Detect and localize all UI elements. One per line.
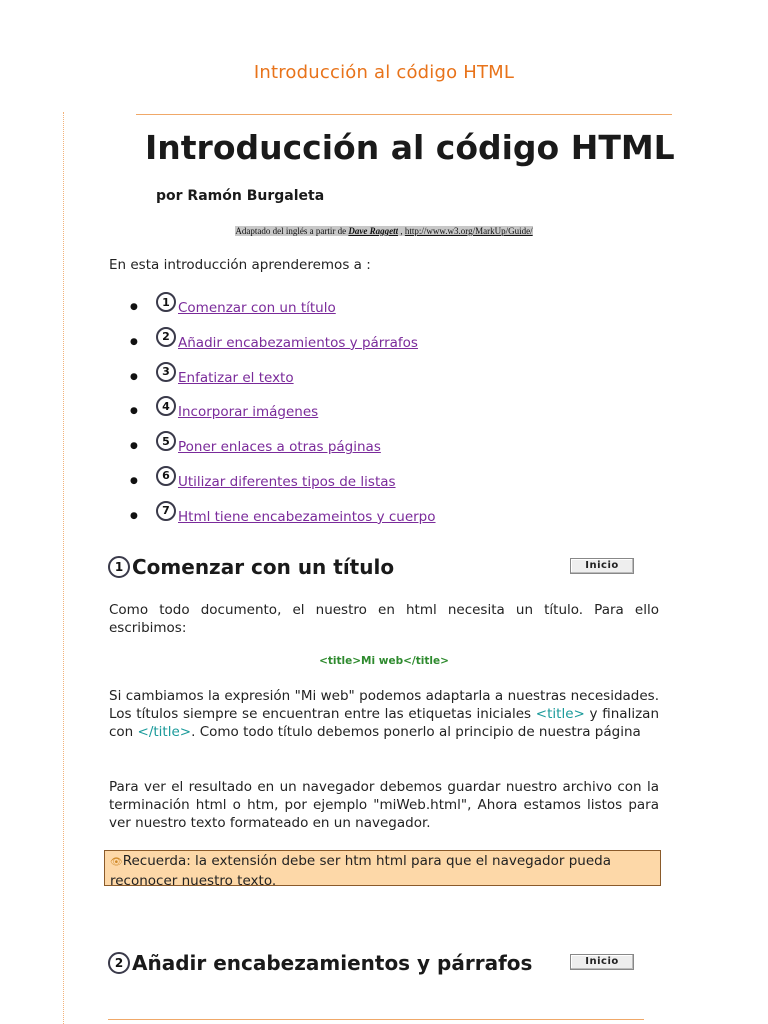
section-heading-1	[108, 555, 394, 579]
bullet-icon: ●	[130, 406, 138, 417]
attribution-line	[0, 226, 768, 236]
toc-item	[130, 394, 436, 429]
toc-link-7[interactable]: Html tiene encabezameintos y cuerpo	[178, 508, 436, 525]
bullet-icon: ●	[130, 475, 138, 486]
toc-link-5[interactable]: Poner enlaces a otras páginas	[178, 439, 381, 456]
attribution-separator: ,	[398, 226, 405, 236]
source-url-link[interactable]: http://www.w3.org/MarkUp/Guide/	[404, 226, 533, 236]
number-circle-icon: 3	[156, 362, 176, 382]
bullet-icon: ●	[130, 336, 138, 347]
number-circle-icon: 1	[108, 556, 130, 578]
inicio-button[interactable]: Inicio	[570, 558, 634, 574]
header-title: Introducción al código HTML	[253, 62, 515, 83]
code-example: <title>Mi web</title>	[319, 655, 449, 667]
eye-icon: 👁	[110, 857, 123, 868]
number-circle-icon: 1	[156, 292, 176, 312]
left-margin-rule	[63, 112, 64, 1024]
toc-link-1[interactable]: Comenzar con un título	[178, 300, 336, 316]
intro-text: En esta introducción aprenderemos a :	[109, 257, 371, 273]
paragraph	[109, 687, 659, 741]
toc-item	[130, 290, 436, 325]
bullet-icon: ●	[130, 510, 138, 521]
footer-divider	[108, 1019, 644, 1020]
bullet-icon: ●	[130, 441, 138, 452]
toc-item	[130, 499, 436, 534]
tag-close: </title>	[137, 724, 192, 740]
bullet-icon: ●	[130, 371, 138, 382]
paragraph-text: y finalizan con	[109, 706, 659, 740]
number-circle-icon: 6	[156, 466, 176, 486]
toc-item	[130, 325, 436, 360]
note-text: Recuerda: la extensión debe ser htm html para que el navegador pueda reconocer nuestro texto.	[110, 853, 611, 889]
number-circle-icon: 7	[156, 501, 176, 521]
toc-link-2[interactable]: Añadir encabezamientos y párrafos	[178, 334, 418, 351]
toc-item	[130, 360, 436, 395]
header-divider	[136, 114, 672, 115]
table-of-contents	[130, 290, 436, 534]
number-circle-icon: 2	[156, 327, 176, 347]
section-title: Comenzar con un título	[132, 555, 395, 579]
number-circle-icon: 4	[156, 396, 176, 416]
paragraph: Para ver el resultado en un navegador debemos guardar nuestro archivo con la terminación html o htm, por ejemplo "miWeb.html", Ahora estamos listos para ver nuestro texto formateado en un navegador.	[109, 779, 659, 831]
toc-link-6[interactable]: Utilizar diferentes tipos de listas	[178, 473, 396, 490]
paragraph: Como todo documento, el nuestro en html necesita un título. Para ello escribimos:	[109, 602, 659, 636]
inicio-button[interactable]: Inicio	[570, 954, 634, 970]
bullet-icon: ●	[130, 302, 138, 312]
tag-open: <title>	[535, 706, 585, 722]
paragraph-text: Si cambiamos la expresión "Mi web" podemos adaptarla a nuestras necesidades. Los títulos siempre se encuentran entre las etiquetas iniciales	[109, 688, 659, 722]
paragraph-text: . Como todo título debemos ponerlo al principio de nuestra página	[191, 724, 641, 740]
section-title: Añadir encabezamientos y párrafos	[132, 951, 533, 975]
section-heading-2	[108, 951, 532, 975]
author-line: por Ramón Burgaleta	[156, 188, 325, 204]
toc-item	[130, 464, 436, 499]
page-title: Introducción al código HTML	[145, 128, 675, 167]
reminder-note	[104, 850, 661, 889]
number-circle-icon: 2	[108, 952, 130, 974]
number-circle-icon: 5	[156, 431, 176, 451]
author-link[interactable]: Dave Raggett	[348, 226, 399, 236]
toc-item	[130, 429, 436, 464]
toc-link-4[interactable]: Incorporar imágenes	[178, 404, 319, 421]
toc-link-3[interactable]: Enfatizar el texto	[178, 369, 294, 386]
attribution-prefix: Adaptado del inglés a partir de	[235, 226, 349, 236]
